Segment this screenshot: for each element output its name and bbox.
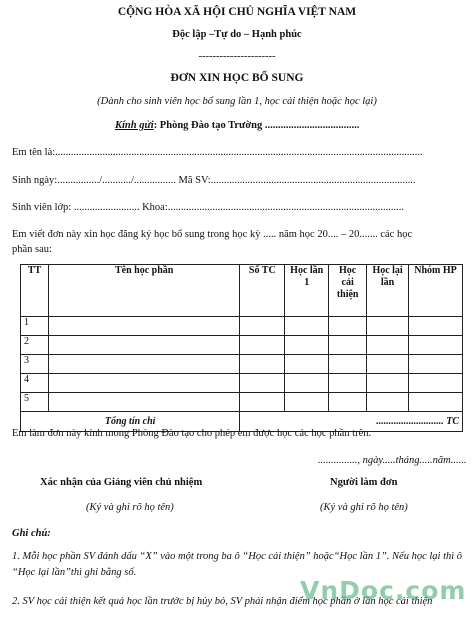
course-name-cell[interactable] <box>48 355 239 374</box>
total-credits-label: Tổng tín chỉ <box>21 412 240 432</box>
credits-cell[interactable] <box>240 393 285 412</box>
col-header-credits: Số TC <box>240 265 285 317</box>
retake-cell[interactable] <box>367 393 409 412</box>
total-credits-value[interactable]: ........................... TC <box>329 412 463 432</box>
row-number: 3 <box>21 355 49 374</box>
advisor-confirmation-title: Xác nhận của Giảng viên chủ nhiệm <box>40 477 203 488</box>
row-number: 1 <box>21 317 49 336</box>
group-cell[interactable] <box>409 336 463 355</box>
col-header-improve: Học cải thiện <box>329 265 367 317</box>
improve-cell[interactable] <box>329 355 367 374</box>
dob-studentid-field[interactable]: Sinh ngày:................/.........../................ Mã SV:.............................................................................. <box>12 175 416 186</box>
col-header-tt: TT <box>21 265 49 317</box>
credits-cell[interactable] <box>240 317 285 336</box>
improve-cell[interactable] <box>329 336 367 355</box>
course-table <box>20 264 463 432</box>
recipient-line <box>115 120 359 131</box>
form-title: ĐƠN XIN HỌC BỔ SUNG <box>170 72 304 84</box>
group-cell[interactable] <box>409 317 463 336</box>
closing-text: Em làm đơn này kính mong Phòng Đào tạo cho phép em được học các học phần trên. <box>12 428 372 439</box>
request-text-cont: phần sau: <box>12 244 52 255</box>
request-text: Em viết đơn này xin học đăng ký học bổ sung trong học kỳ ..... năm học 20.... – 20....... các học <box>12 229 413 240</box>
credits-cell[interactable] <box>240 355 285 374</box>
class-faculty-field[interactable]: Sinh viên lớp: ......................... Khoa:.......................................................................................... <box>12 202 405 213</box>
course-name-cell[interactable] <box>48 317 239 336</box>
table-row <box>21 393 463 412</box>
retake-cell[interactable] <box>367 374 409 393</box>
date-line[interactable]: ..............., ngày.....tháng.....năm...... <box>318 455 467 466</box>
row-number: 4 <box>21 374 49 393</box>
advisor-sign-note: (Ký và ghi rõ họ tên) <box>86 502 174 513</box>
improve-cell[interactable] <box>329 317 367 336</box>
first-attempt-cell[interactable] <box>285 317 329 336</box>
first-attempt-cell[interactable] <box>285 336 329 355</box>
credits-cell[interactable] <box>240 374 285 393</box>
retake-cell[interactable] <box>367 317 409 336</box>
watermark-logo: VnDoc.com <box>300 576 467 605</box>
retake-cell[interactable] <box>367 355 409 374</box>
table-row <box>21 336 463 355</box>
recipient-label: Kính gửi <box>115 120 154 131</box>
improve-cell[interactable] <box>329 393 367 412</box>
table-header-row <box>21 265 463 317</box>
credits-cell[interactable] <box>240 336 285 355</box>
first-attempt-cell[interactable] <box>285 355 329 374</box>
col-header-course-name: Tên học phần <box>48 265 239 317</box>
motto: Độc lập –Tự do – Hạnh phúc <box>172 29 302 40</box>
form-subtitle: (Dành cho sinh viên học bổ sung lần 1, học cải thiện hoặc học lại) <box>97 96 377 107</box>
name-field[interactable]: Em tên là:............................................................................................................................................ <box>12 147 423 158</box>
note-2: 2. SV học cải thiện kết quả học lần trước bị hủy bỏ, SV phải nhận điểm học phần ở lần học cải thiện <box>12 596 433 607</box>
retake-cell[interactable] <box>367 336 409 355</box>
header-divider: ---------------------- <box>198 51 276 62</box>
applicant-sign-note: (Ký và ghi rõ họ tên) <box>320 502 408 513</box>
table-row <box>21 374 463 393</box>
table-row <box>21 317 463 336</box>
group-cell[interactable] <box>409 374 463 393</box>
group-cell[interactable] <box>409 393 463 412</box>
first-attempt-cell[interactable] <box>285 393 329 412</box>
recipient-value: : Phòng Đào tạo Trường .................................... <box>153 120 360 131</box>
improve-cell[interactable] <box>329 374 367 393</box>
notes-heading: Ghi chú: <box>12 528 51 539</box>
table-row <box>21 355 463 374</box>
col-header-retake: Học lại lần <box>367 265 409 317</box>
col-header-group: Nhóm HP <box>409 265 463 317</box>
course-name-cell[interactable] <box>48 336 239 355</box>
col-header-first-attempt: Học lần 1 <box>285 265 329 317</box>
course-name-cell[interactable] <box>48 393 239 412</box>
first-attempt-cell[interactable] <box>285 374 329 393</box>
group-cell[interactable] <box>409 355 463 374</box>
course-name-cell[interactable] <box>48 374 239 393</box>
nation-header: CỘNG HÒA XÃ HỘI CHỦ NGHĨA VIỆT NAM <box>117 6 357 18</box>
applicant-title: Người làm đơn <box>330 477 398 488</box>
note-1: 1. Mỗi học phần SV đánh dấu “X” vào một trong ba ô “Học cải thiện” hoặc“Học lần 1”. Nếu học lại thì ô “Học lại lần”thì ghi bằng số. <box>12 551 463 578</box>
row-number: 5 <box>21 393 49 412</box>
row-number: 2 <box>21 336 49 355</box>
